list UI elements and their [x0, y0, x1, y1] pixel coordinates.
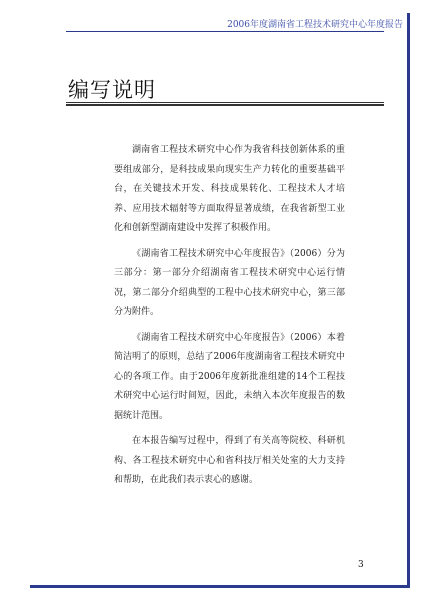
running-header: 2006年度湖南省工程技术研究中心年度报告: [227, 20, 403, 30]
header-rule: [66, 31, 384, 32]
paragraph: 湖南省工程技术研究中心作为我省科技创新体系的重要组成部分，是科技成果向现实生产力转化的重要基础平台，在关键技术开发、科技成果转化、工程技术人才培养、应用技术辐射等方面取得显著成绩，在我省新型工业化和创新型湖南建设中发挥了积极作用。: [114, 145, 345, 233]
paragraph: 《湖南省工程技术研究中心年度报告》（2006）分为三部分：第一部分介绍湖南省工程技术研究中心运行情况，第二部分介绍典型的工程中心技术研究中心，第三部分为附件。: [114, 248, 345, 317]
page-number: 3: [358, 560, 364, 570]
body-text: [114, 141, 345, 497]
title-rule-thick: [66, 104, 384, 106]
section-title: 编写说明: [68, 78, 156, 102]
paragraph: 在本报告编写过程中，得到了有关高等院校、科研机构、各工程技术研究中心和省科技厅相关处室的大力支持和帮助，在此我们表示衷心的感谢。: [114, 436, 345, 485]
title-rule-thin: [66, 102, 384, 103]
paragraph: 《湖南省工程技术研究中心年度报告》（2006）本着简洁明了的原则，总结了2006年度湖南省工程技术研究中心的各项工作。由于2006年度新批准组建的14个工程技术研究中心运行时间短，因此，未纳入本次年度报告的数据统计范围。: [114, 332, 345, 421]
